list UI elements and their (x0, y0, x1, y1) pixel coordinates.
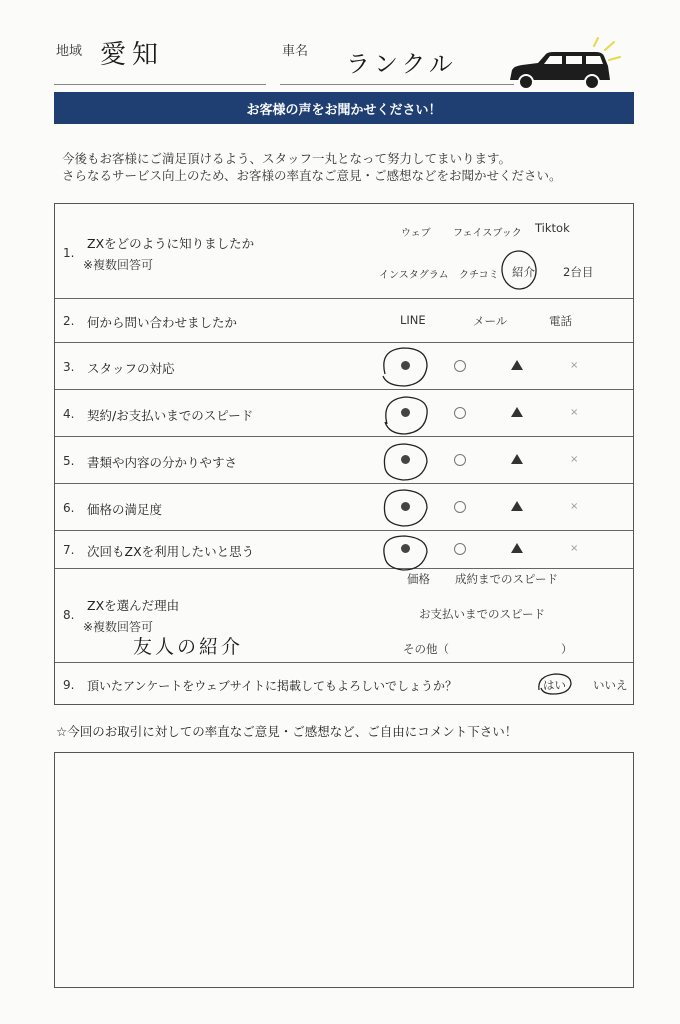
q9-selection-circle (533, 668, 577, 698)
row-divider (55, 342, 633, 343)
car-underline (280, 84, 514, 85)
q1-option-web[interactable]: ウェブ (401, 228, 431, 239)
rating-fair[interactable] (511, 360, 523, 370)
rating-good[interactable] (454, 360, 466, 372)
q1-number: 1. (63, 246, 75, 260)
q1-option-kuchikomi[interactable]: クチコミ (459, 270, 499, 281)
car-label: 車名 (282, 44, 309, 59)
q1-option-facebook[interactable]: フェイスブック (453, 228, 522, 239)
q8-text: ZXを選んだ理由 (87, 598, 180, 613)
q9-option-yes[interactable]: はい (543, 678, 566, 692)
q8-option-contract-speed[interactable]: 成約までのスピード (455, 572, 559, 586)
q7-text: 次回もZXを利用したいと思う (87, 544, 255, 559)
comment-box[interactable] (54, 752, 634, 988)
rating-good[interactable] (454, 407, 466, 419)
rating-fair[interactable] (511, 543, 523, 553)
q7-number: 7. (63, 543, 75, 557)
q8-option-other[interactable]: その他（ (403, 642, 449, 656)
q2-text: 何から問い合わせましたか (87, 315, 238, 330)
q8-option-price[interactable]: 価格 (407, 572, 430, 586)
row-divider (55, 530, 633, 531)
rating-good[interactable] (454, 454, 466, 466)
row-divider (55, 298, 633, 299)
q2-option-phone[interactable]: 電話 (549, 314, 572, 328)
rating-poor[interactable]: × (570, 360, 579, 371)
rating-poor[interactable]: × (570, 407, 579, 418)
intro-line-2: さらなるサービス向上のため、お客様の率直なご意見・ご感想などをお聞かせください。 (62, 168, 562, 183)
rating-poor[interactable]: × (570, 501, 579, 512)
row-divider (55, 483, 633, 484)
q8-option-payment-speed[interactable]: お支払いまでのスピード (419, 607, 546, 621)
q1-option-instagram[interactable]: インスタグラム (379, 270, 449, 281)
rating-poor[interactable]: × (570, 543, 579, 554)
q1-option-tiktok[interactable]: Tiktok (535, 221, 570, 235)
region-label: 地域 (56, 44, 83, 59)
rating-good[interactable] (454, 501, 466, 513)
q9-number: 9. (63, 678, 75, 692)
q9-option-no[interactable]: いいえ (593, 678, 628, 692)
car-icon (504, 36, 634, 94)
region-underline (54, 84, 266, 85)
q2-option-line[interactable]: LINE (400, 313, 426, 327)
q8-handwritten-reason[interactable]: 友人の紹介 (133, 636, 244, 658)
q3-number: 3. (63, 360, 75, 374)
rating-selection-circles (365, 340, 445, 580)
row-divider (55, 568, 633, 569)
comment-prompt: ☆今回のお取引に対しての率直なご意見・ご感想など、ご自由にコメント下さい！ (56, 724, 518, 739)
q1-text: ZXをどのように知りましたか (87, 236, 255, 251)
q5-text: 書類や内容の分かりやすさ (87, 455, 238, 470)
rating-fair[interactable] (511, 407, 523, 417)
q6-text: 価格の満足度 (87, 502, 163, 517)
region-value[interactable]: 愛知 (100, 40, 165, 70)
survey-table (54, 203, 634, 705)
row-divider (55, 389, 633, 390)
q8-option-other-close: ） (561, 642, 573, 656)
q2-number: 2. (63, 314, 75, 328)
q1-sub: ※複数回答可 (83, 258, 154, 272)
q8-number: 8. (63, 608, 75, 622)
q1-selection-circle (497, 244, 541, 292)
rating-fair[interactable] (511, 454, 523, 464)
q2-option-mail[interactable]: メール (473, 314, 508, 328)
rating-fair[interactable] (511, 501, 523, 511)
row-divider (55, 436, 633, 437)
q9-text: 頂いたアンケートをウェブサイトに掲載してもよろしいでしょうか？ (87, 679, 457, 693)
car-value[interactable]: ランクル (346, 50, 457, 78)
rating-poor[interactable]: × (570, 454, 579, 465)
q4-text: 契約/お支払いまでのスピード (87, 408, 254, 423)
q3-text: スタッフの対応 (87, 361, 175, 376)
q5-number: 5. (63, 454, 75, 468)
q1-option-shokai[interactable]: 紹介 (512, 265, 535, 279)
rating-good[interactable] (454, 543, 466, 555)
q4-number: 4. (63, 407, 75, 421)
q6-number: 6. (63, 501, 75, 515)
q1-option-second-car[interactable]: 2台目 (563, 265, 594, 279)
banner-title: お客様の声をお聞かせください！ (54, 92, 634, 124)
row-divider (55, 662, 633, 663)
intro-line-1: 今後もお客様にご満足頂けるよう、スタッフ一丸となって努力してまいります。 (62, 151, 512, 166)
q8-sub: ※複数回答可 (83, 620, 154, 634)
